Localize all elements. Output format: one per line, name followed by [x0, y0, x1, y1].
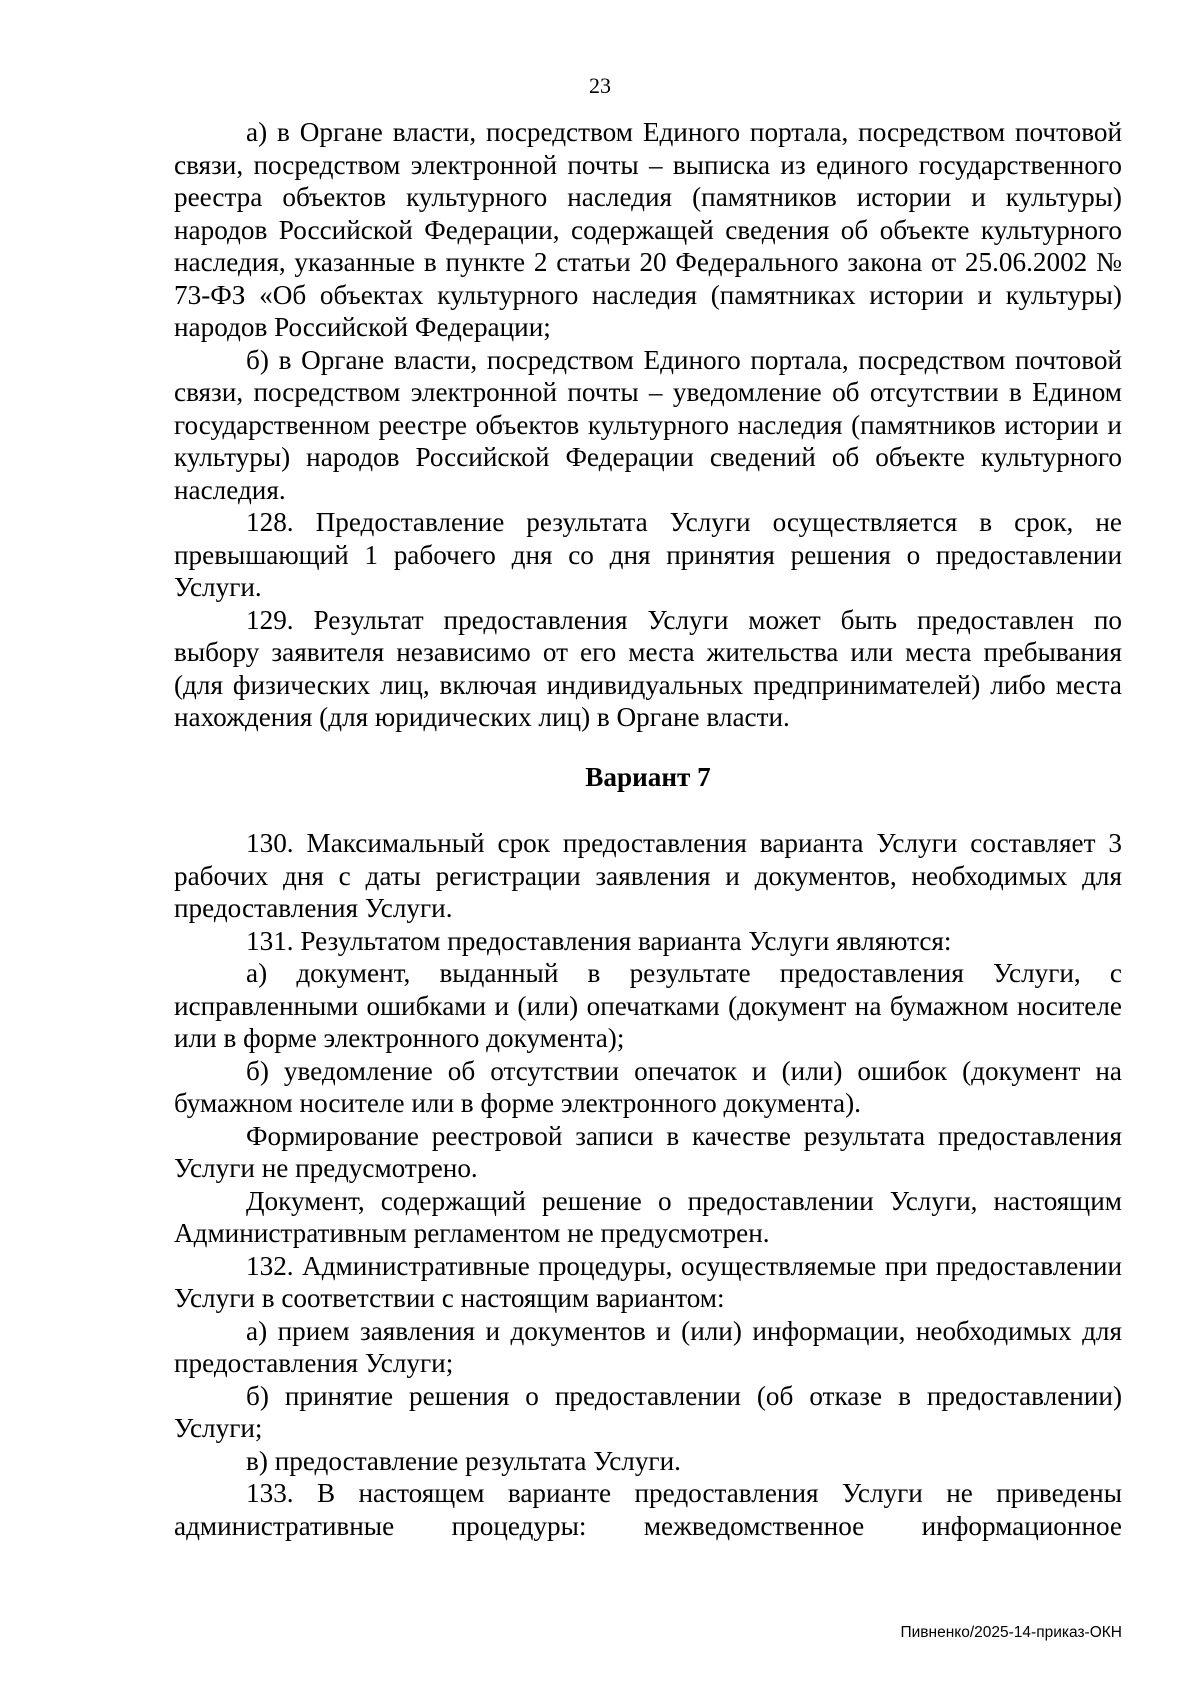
paragraph-129: 129. Результат предоставления Услуги может быть предоставлен по выбору заявителя независимо от его места жительства или места пребывания (для физических лиц, включая индивидуальных предпринимателей) либо места нахождения (для юридических лиц) в Органе власти. — [174, 604, 1122, 732]
paragraph-130: 130. Максимальный срок предоставления варианта Услуги составляет 3 рабочих дня с даты регистрации заявления и документов, необходимых для предоставления Услуги. — [174, 828, 1122, 923]
page-number: 23 — [589, 73, 611, 98]
paragraph-registry-record: Формирование реестровой записи в качестве результата предоставления Услуги не предусмотрено. — [174, 1120, 1122, 1183]
paragraph-133: 133. В настоящем варианте предоставления Услуги не приведены административные процедуры: межведомственное информационное — [174, 1478, 1122, 1541]
paragraph-item-b: б) в Органе власти, посредством Единого портала, посредством почтовой связи, посредством электронной почты – уведомление об отсутствии в Едином государственном реестре объектов культурного наследия (памятников истории и культуры) народов Российской Федерации сведений об объекте культурного наследия. — [174, 344, 1122, 505]
paragraph-131: 131. Результатом предоставления варианта Услуги являются: — [246, 925, 952, 956]
paragraph-132-v: в) предоставление результата Услуги. — [246, 1445, 681, 1476]
paragraph-128: 128. Предоставление результата Услуги осуществляется в срок, не превышающий 1 рабочего дня со дня принятия решения о предоставлении Услуги. — [174, 507, 1122, 602]
paragraph-132: 132. Административные процедуры, осуществляемые при предоставлении Услуги в соответствии с настоящим вариантом: — [174, 1250, 1122, 1313]
paragraph-decision-document: Документ, содержащий решение о предоставлении Услуги, настоящим Административным регламентом не предусмотрен. — [174, 1185, 1122, 1248]
paragraph-131-a: а) документ, выданный в результате предоставления Услуги, с исправленными ошибками и (или) опечатками (документ на бумажном носителе или в форме электронного документа); — [174, 958, 1122, 1053]
document-body — [174, 116, 1122, 1542]
footer-document-code: Пивненко/2025-14-приказ-ОКН — [900, 1624, 1122, 1641]
paragraph-132-b: б) принятие решения о предоставлении (об отказе в предоставлении) Услуги; — [174, 1380, 1122, 1443]
paragraph-131-b: б) уведомление об отсутствии опечаток и (или) ошибок (документ на бумажном носителе или в форме электронного документа). — [174, 1055, 1122, 1118]
paragraph-item-a: а) в Органе власти, посредством Единого портала, посредством почтовой связи, посредством электронной почты – выписка из единого государственного реестра объектов культурного наследия (памятников истории и культуры) народов Российской Федерации, содержащей сведения об объекте культурного наследия, указанные в пункте 2 статьи 20 Федерального закона от 25.06.2002 № 73-ФЗ «Об объектах культурного наследия (памятниках истории и культуры) народов Российской Федерации; — [174, 117, 1122, 342]
paragraph-132-a: а) прием заявления и документов и (или) информации, необходимых для предоставления Услуги; — [174, 1315, 1122, 1378]
section-heading: Вариант 7 — [585, 761, 711, 792]
